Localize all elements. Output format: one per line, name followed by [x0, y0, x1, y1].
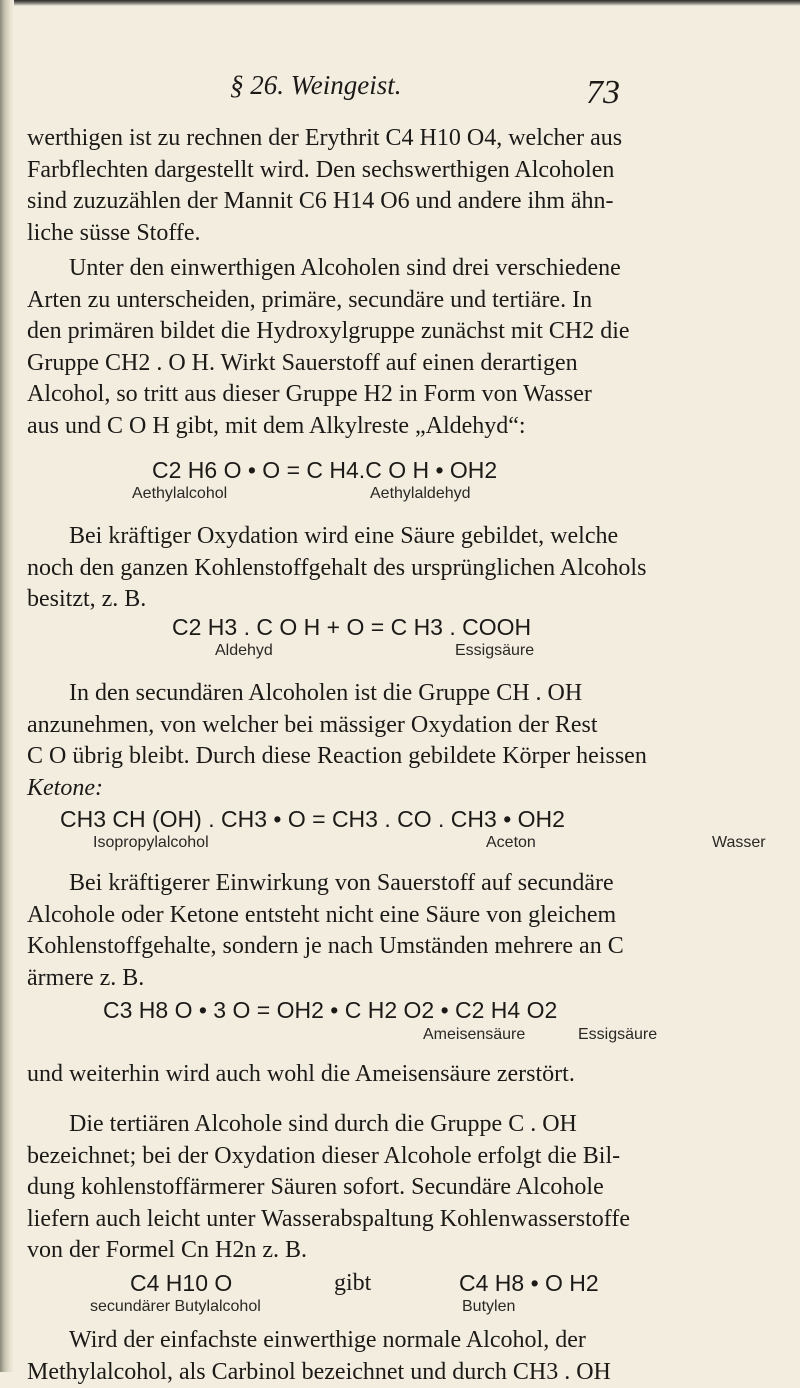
paragraph-3	[27, 521, 792, 616]
equation-butylen-left: C4 H10 O	[130, 1270, 232, 1297]
text-line: Ketone:	[27, 773, 792, 805]
text-line: sind zuzuzählen der Mannit C6 H14 O6 und andere ihm ähn-	[27, 186, 792, 218]
caption-essigsaeure-2: Essigsäure	[578, 1026, 657, 1044]
text-line: dung kohlenstoffärmerer Säuren sofort. Secundäre Alcohole	[27, 1172, 792, 1204]
text-line: ärmere z. B.	[27, 963, 792, 995]
caption-butylalcohol: secundärer Butylalcohol	[90, 1298, 261, 1316]
text-line: von der Formel Cn H2n z. B.	[27, 1235, 792, 1267]
equation-oxidation: C3 H8 O • 3 O = OH2 • C H2 O2 • C2 H4 O2	[103, 997, 557, 1024]
text-line: Arten zu unterscheiden, primäre, secundäre und tertiäre. In	[27, 285, 792, 317]
paragraph-8	[27, 1325, 792, 1388]
text-line: Farbflechten dargestellt wird. Den sechswerthigen Alcoholen	[27, 155, 792, 187]
page-binding-edge	[0, 0, 14, 1372]
paragraph-4	[27, 678, 792, 804]
text-line: In den secundären Alcoholen ist die Gruppe CH . OH	[27, 678, 792, 710]
page-header	[200, 60, 620, 110]
paragraph-6	[27, 1059, 792, 1091]
caption-aceton: Aceton	[486, 834, 536, 852]
text-line: Unter den einwerthigen Alcoholen sind drei verschiedene	[27, 253, 792, 285]
caption-isopropylalcohol: Isopropylalcohol	[93, 834, 209, 852]
caption-aldehyd: Aldehyd	[215, 642, 273, 660]
caption-essigsaeure: Essigsäure	[455, 642, 534, 660]
text-line: liche süsse Stoffe.	[27, 218, 792, 250]
paragraph-5	[27, 868, 792, 994]
caption-ameisensaeure: Ameisensäure	[423, 1026, 525, 1044]
caption-wasser: Wasser	[712, 834, 766, 852]
text-line: bezeichnet; bei der Oxydation dieser Alcohole erfolgt die Bil-	[27, 1141, 792, 1173]
equation-gibt: gibt	[334, 1270, 371, 1297]
paragraph-7	[27, 1109, 792, 1267]
text-line: Kohlenstoffgehalte, sondern je nach Umständen mehrere an C	[27, 931, 792, 963]
text-line: Methylalcohol, als Carbinol bezeichnet und durch CH3 . OH	[27, 1357, 792, 1388]
text-line: aus und C O H gibt, mit dem Alkylreste „Aldehyd“:	[27, 411, 792, 443]
text-line: den primären bildet die Hydroxylgruppe zunächst mit CH2 die	[27, 316, 792, 348]
text-line: Die tertiären Alcohole sind durch die Gruppe C . OH	[27, 1109, 792, 1141]
text-line: noch den ganzen Kohlenstoffgehalt des ursprünglichen Alcohols	[27, 553, 792, 585]
paragraph-1	[27, 123, 792, 249]
text-line: Gruppe CH2 . O H. Wirkt Sauerstoff auf einen derartigen	[27, 348, 792, 380]
text-line: anzunehmen, von welcher bei mässiger Oxydation der Rest	[27, 710, 792, 742]
text-line: werthigen ist zu rechnen der Erythrit C4 H10 O4, welcher aus	[27, 123, 792, 155]
text-line: Wird der einfachste einwerthige normale Alcohol, der	[27, 1325, 792, 1357]
caption-aethylalcohol: Aethylalcohol	[132, 485, 227, 503]
caption-aethylaldehyd: Aethylaldehyd	[370, 485, 471, 503]
text-line: Bei kräftigerer Einwirkung von Sauerstoff auf secundäre	[27, 868, 792, 900]
page-top-edge	[0, 0, 800, 6]
page-number: 73	[586, 74, 620, 112]
equation-ketone: CH3 CH (OH) . CH3 • O = CH3 . CO . CH3 • OH2	[60, 806, 565, 833]
equation-acetic-acid: C2 H3 . C O H + O = C H3 . COOH	[172, 614, 531, 641]
text-line: Alcohol, so tritt aus dieser Gruppe H2 in Form von Wasser	[27, 379, 792, 411]
text-line: C O übrig bleibt. Durch diese Reaction gebildete Körper heissen	[27, 741, 792, 773]
text-line: Alcohole oder Ketone entsteht nicht eine Säure von gleichem	[27, 900, 792, 932]
text-line: und weiterhin wird auch wohl die Ameisensäure zerstört.	[27, 1059, 792, 1091]
paragraph-2	[27, 253, 792, 442]
text-line: liefern auch leicht unter Wasserabspaltung Kohlenwasserstoffe	[27, 1204, 792, 1236]
equation-butylen-right: C4 H8 • O H2	[459, 1270, 599, 1297]
text-line: besitzt, z. B.	[27, 584, 792, 616]
running-title: § 26. Weingeist.	[230, 70, 402, 101]
text-line: Bei kräftiger Oxydation wird eine Säure gebildet, welche	[27, 521, 792, 553]
equation-aldehyde: C2 H6 O • O = C H4.C O H • OH2	[152, 457, 497, 484]
caption-butylen: Butylen	[462, 1298, 515, 1316]
